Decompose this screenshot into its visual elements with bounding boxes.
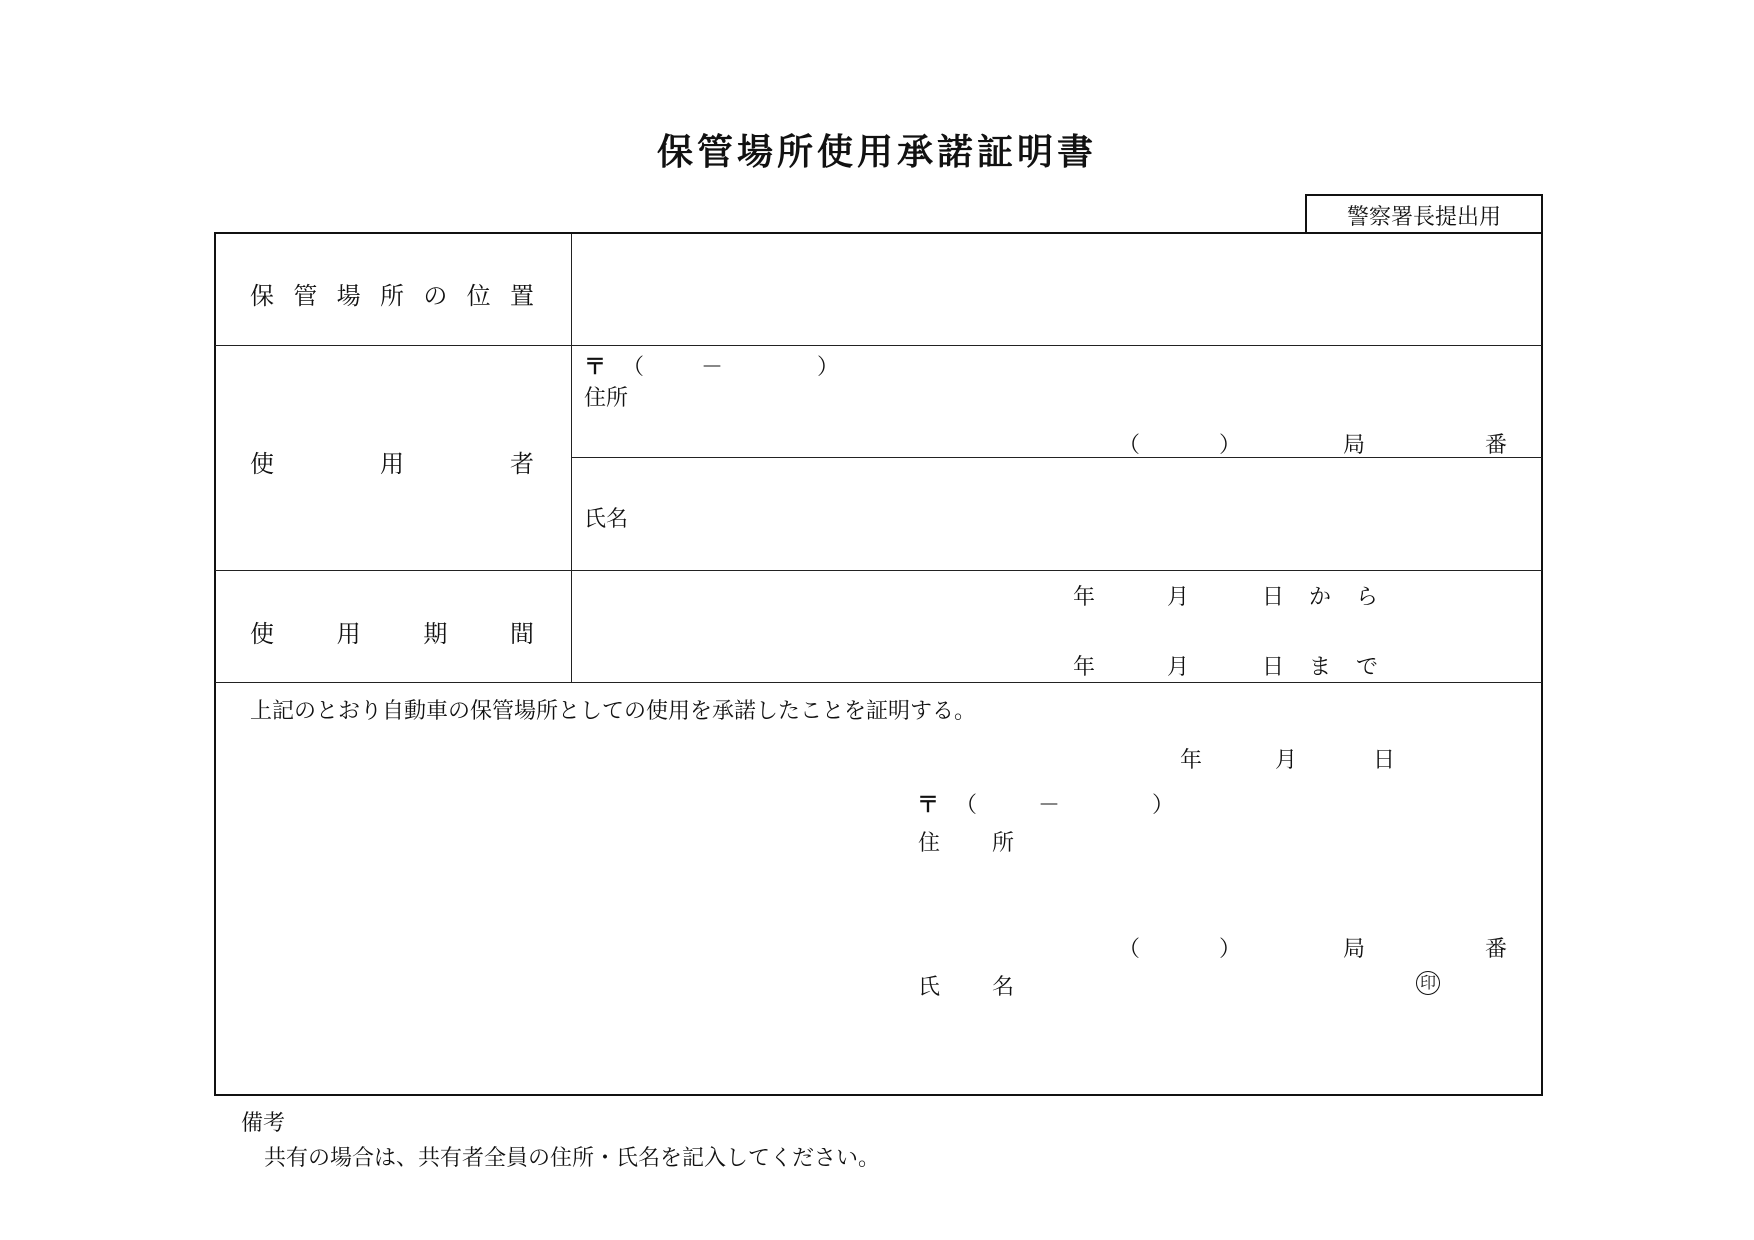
cert-phone-close: ）	[1219, 937, 1242, 962]
storage-location-field[interactable]	[572, 234, 1540, 344]
cert-phone-exchange: 局	[1343, 937, 1366, 962]
row-divider	[215, 570, 1542, 571]
row-divider	[571, 457, 1542, 458]
user-name-label: 氏名	[584, 507, 629, 532]
cert-name-label: 氏 名	[918, 975, 1014, 1000]
period-to-year: 年	[1073, 655, 1096, 680]
user-postal-mark: 〒	[584, 354, 607, 380]
cert-postal-open: （	[955, 793, 978, 818]
cert-postal-close: ）	[1152, 793, 1175, 818]
row-divider	[215, 345, 1542, 346]
user-name-field[interactable]	[650, 462, 1530, 566]
cert-address-label: 住 所	[918, 831, 1014, 856]
user-phone-exchange: 局	[1343, 433, 1366, 458]
submission-tag-label: 警察署長提出用	[1346, 204, 1501, 230]
cert-postal-mark: 〒	[917, 792, 940, 818]
cert-phone-open: （	[1118, 937, 1141, 962]
period-from-day: 日 か ら	[1262, 585, 1378, 610]
user-postal-close: ）	[817, 355, 840, 380]
document-title: 保管場所使用承諾証明書	[656, 131, 1097, 173]
user-label: 使 用 者	[250, 450, 534, 478]
user-address-label: 住所	[584, 386, 629, 411]
user-postal-dash: －	[701, 355, 724, 380]
user-phone-number: 番	[1485, 433, 1508, 458]
cert-phone-number: 番	[1485, 937, 1508, 962]
user-postal-open: （	[622, 355, 645, 380]
submission-tag	[1305, 194, 1543, 234]
user-phone-open: （	[1118, 433, 1141, 458]
storage-location-label: 保 管 場 所 の 位 置	[250, 282, 534, 310]
period-from-year: 年	[1073, 585, 1096, 610]
period-to-month: 月	[1167, 655, 1190, 680]
cert-postal-dash: －	[1038, 793, 1061, 818]
remarks-heading: 備考	[241, 1111, 286, 1136]
cert-date-year: 年	[1180, 748, 1203, 773]
cert-date-day: 日	[1373, 748, 1396, 773]
row-divider	[215, 682, 1542, 683]
period-to-day: 日 ま で	[1262, 655, 1378, 680]
certification-statement: 上記のとおり自動車の保管場所としての使用を承諾したことを証明する。	[250, 699, 977, 724]
user-phone-close: ）	[1219, 433, 1242, 458]
cert-date-month: 月	[1275, 748, 1298, 773]
period-from-month: 月	[1167, 585, 1190, 610]
remarks-text: 共有の場合は、共有者全員の住所・氏名を記入してください。	[264, 1146, 881, 1171]
usage-period-label: 使 用 期 間	[250, 620, 534, 648]
seal-mark-icon: 印	[1416, 971, 1440, 995]
